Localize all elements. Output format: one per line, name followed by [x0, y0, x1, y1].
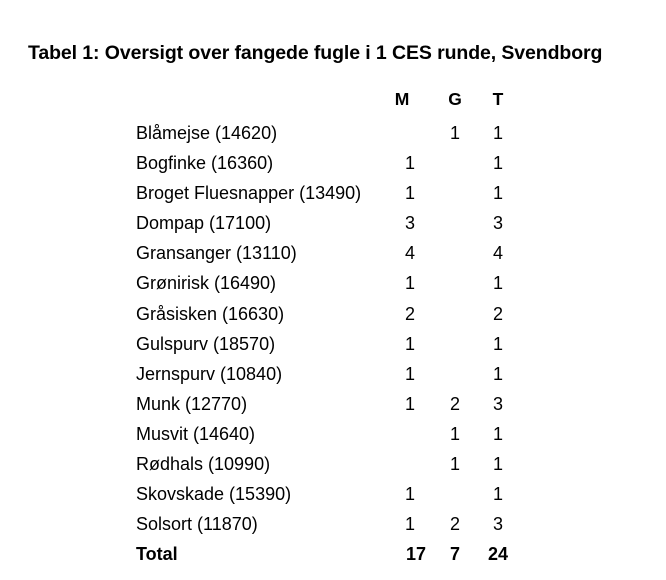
species-name: Solsort (11870) [136, 514, 258, 535]
count-m: 1 [404, 363, 415, 384]
table-row [136, 238, 526, 268]
count-t: 4 [492, 243, 503, 264]
count-t: 1 [492, 363, 503, 384]
column-header-m: M [394, 89, 410, 109]
table-row [136, 509, 526, 539]
table-row [136, 479, 526, 509]
total-t: 24 [487, 544, 509, 565]
count-t: 1 [492, 273, 503, 294]
count-t: 3 [492, 393, 503, 414]
count-t: 1 [492, 183, 503, 204]
count-g: 1 [449, 454, 460, 475]
species-name: Broget Fluesnapper (13490) [136, 183, 362, 204]
count-g: 2 [449, 514, 460, 535]
species-name: Munk (12770) [136, 393, 248, 414]
count-m: 1 [404, 393, 415, 414]
count-m: 1 [404, 183, 415, 204]
table-row [136, 208, 526, 238]
total-g: 7 [449, 544, 460, 565]
column-header-g: G [448, 89, 462, 109]
count-t: 3 [492, 514, 503, 535]
count-t: 1 [492, 153, 503, 174]
species-name: Rødhals (10990) [136, 454, 271, 475]
count-t: 3 [492, 213, 503, 234]
table-row [136, 118, 526, 148]
species-name: Blåmejse (14620) [136, 123, 278, 143]
bird-catch-table [136, 86, 526, 569]
table-row [136, 299, 526, 329]
count-t: 1 [492, 333, 503, 354]
table-row [136, 449, 526, 479]
table-row [136, 329, 526, 359]
count-m: 3 [404, 213, 415, 234]
table-row [136, 419, 526, 449]
table-header-row [136, 86, 526, 118]
count-m: 2 [404, 303, 415, 324]
species-name: Gråsisken (16630) [136, 303, 285, 324]
count-t: 1 [492, 423, 503, 444]
count-t: 1 [492, 454, 503, 475]
table-row [136, 148, 526, 178]
species-name: Gulspurv (18570) [136, 333, 276, 354]
species-name: Dompap (17100) [136, 213, 272, 234]
species-name: Jernspurv (10840) [136, 363, 283, 384]
table-row [136, 389, 526, 419]
count-m: 1 [404, 333, 415, 354]
total-label: Total [136, 544, 178, 565]
table-row [136, 268, 526, 298]
count-t: 1 [492, 123, 503, 143]
species-name: Grønirisk (16490) [136, 273, 277, 294]
count-m: 1 [404, 273, 415, 294]
species-name: Gransanger (13110) [136, 243, 297, 264]
count-g: 1 [449, 423, 460, 444]
table-row [136, 359, 526, 389]
count-m: 1 [404, 484, 415, 505]
count-m: 1 [404, 514, 415, 535]
column-header-t: T [492, 89, 504, 109]
table-row [136, 178, 526, 208]
count-m: 4 [404, 243, 415, 264]
count-t: 1 [492, 484, 503, 505]
count-m: 1 [404, 153, 415, 174]
total-m: 17 [405, 544, 427, 565]
table-title: Tabel 1: Oversigt over fangede fugle i 1 CES runde, Svendborg [28, 42, 603, 64]
count-g: 1 [449, 123, 460, 143]
species-name: Musvit (14640) [136, 423, 256, 444]
count-g: 2 [449, 393, 460, 414]
species-name: Bogfinke (16360) [136, 153, 274, 174]
species-name: Skovskade (15390) [136, 484, 292, 505]
total-row [136, 539, 526, 569]
count-t: 2 [492, 303, 503, 324]
